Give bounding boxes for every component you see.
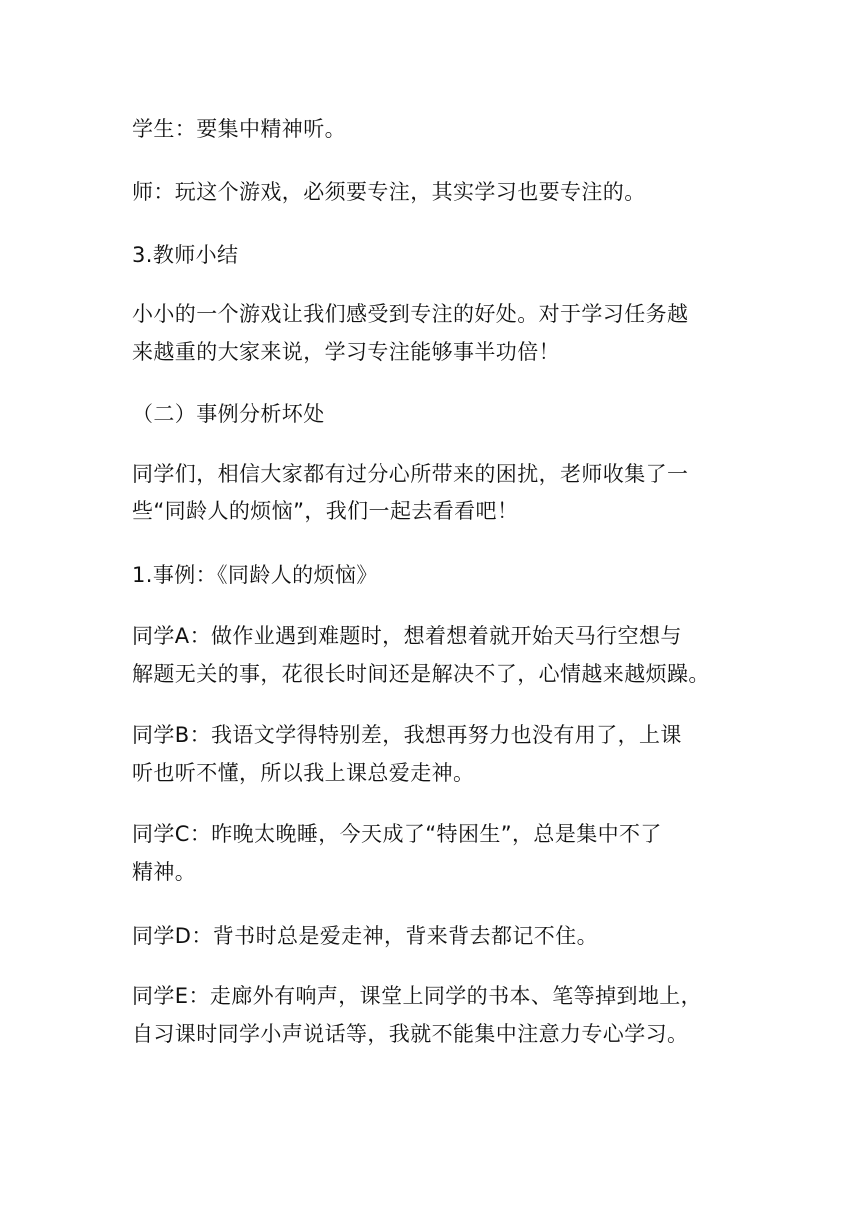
text-line-student-answer: 学生：要集中精神听。 (132, 117, 346, 141)
text-line-intro-2: 些“同龄人的烦恼”，我们一起去看看吧！ (132, 499, 519, 523)
section-heading-case-analysis: （二）事例分析坏处 (132, 402, 325, 426)
text-line-summary-2: 来越重的大家来说，学习专注能够事半功倍！ (132, 340, 560, 364)
text-line-student-c-1: 同学C：昨晚太晚睡，今天成了“特困生”，总是集中不了 (132, 822, 662, 846)
text-line-intro-1: 同学们，相信大家都有过分心所带来的困扰，老师收集了一 (132, 462, 689, 486)
text-line-summary-1: 小小的一个游戏让我们感受到专注的好处。对于学习任务越 (132, 302, 689, 326)
text-line-student-b-1: 同学B：我语文学得特别差，我想再努力也没有用了，上课 (132, 723, 682, 747)
text-line-student-d: 同学D：背书时总是爱走神，背来背去都记不住。 (132, 924, 598, 948)
text-line-student-e-1: 同学E：走廊外有响声，课堂上同学的书本、笔等掉到地上， (132, 984, 703, 1008)
text-line-student-e-2: 自习课时同学小声说话等，我就不能集中注意力专心学习。 (132, 1022, 689, 1046)
text-line-student-c-2: 精神。 (132, 860, 197, 884)
section-heading-case-examples: 1.事例：《同龄人的烦恼》 (132, 563, 378, 587)
text-line-student-a-2: 解题无关的事，花很长时间还是解决不了，心情越来越烦躁。 (132, 662, 710, 686)
text-line-student-b-2: 听也听不懂，所以我上课总爱走神。 (132, 761, 475, 785)
text-line-student-a-1: 同学A：做作业遇到难题时，想着想着就开始天马行空想与 (132, 624, 682, 648)
text-line-teacher-remark: 师：玩这个游戏，必须要专注，其实学习也要专注的。 (132, 180, 646, 204)
section-heading-teacher-summary: 3.教师小结 (132, 243, 239, 267)
